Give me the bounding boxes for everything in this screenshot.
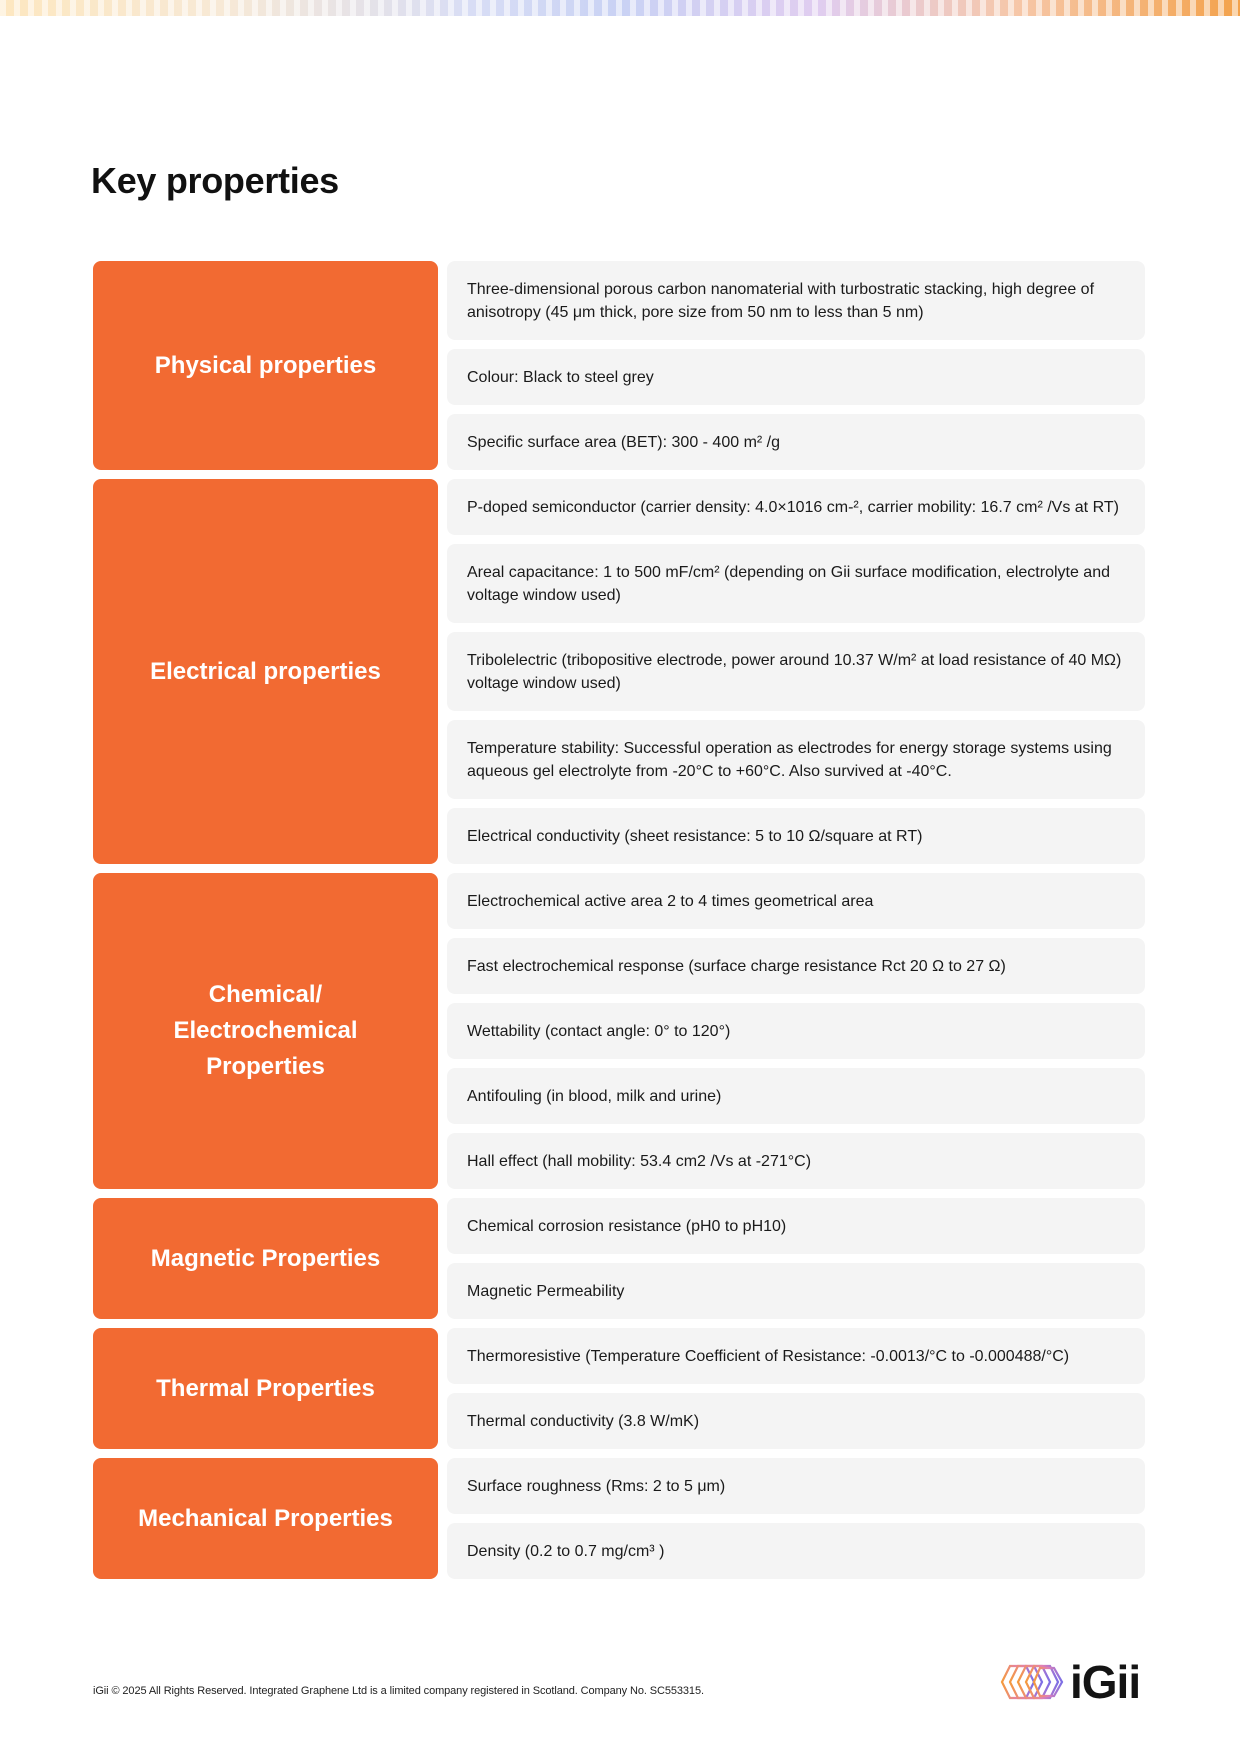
category-label: Thermal Properties [156,1374,375,1402]
property-row: Fast electrochemical response (surface charge resistance Rct 20 Ω to 27 Ω) [447,938,1145,994]
category-cell [93,1458,438,1579]
property-row: Temperature stability: Successful operation as electrodes for energy storage systems using aqueous gel electrolyte from -20°C to +60°C. Also survived at -40°C. [447,720,1145,799]
category-cell [93,479,438,864]
property-rows [447,261,1145,470]
decorative-top-strip [0,0,1240,16]
property-row: Hall effect (hall mobility: 53.4 cm2 /Vs at -271°C) [447,1133,1145,1189]
property-rows [447,479,1145,864]
property-group-thermal [93,1328,1145,1449]
category-label: Physical properties [154,351,377,379]
page-title: Key properties [91,160,339,201]
igii-logo [1000,1656,1146,1708]
property-group-magnetic [93,1198,1145,1319]
category-label: Electrical properties [150,657,381,685]
property-row: Chemical corrosion resistance (pH0 to pH10) [447,1198,1145,1254]
category-label: Magnetic Properties [150,1244,381,1272]
property-group-mechanical [93,1458,1145,1579]
property-row: Colour: Black to steel grey [447,349,1145,405]
property-row: Tribolelectric (tribopositive electrode, power around 10.37 W/m² at load resistance of 40 MΩ) voltage window used) [447,632,1145,711]
properties-table [93,261,1145,1588]
property-row: Thermoresistive (Temperature Coefficient of Resistance: -0.0013/°C to -0.000488/°C) [447,1328,1145,1384]
property-row: P-doped semiconductor (carrier density: 4.0×1016 cm-², carrier mobility: 16.7 cm² /Vs at RT) [447,479,1145,535]
property-row: Electrical conductivity (sheet resistance: 5 to 10 Ω/square at RT) [447,808,1145,864]
category-cell [93,261,438,470]
property-group-physical [93,261,1145,470]
category-cell [93,1328,438,1449]
category-label: Mechanical Properties [138,1504,393,1532]
category-label: Chemical/ Electrochemical Properties [173,981,358,1080]
property-group-electrical [93,479,1145,864]
property-row: Magnetic Permeability [447,1263,1145,1319]
property-row: Specific surface area (BET): 300 - 400 m² /g [447,414,1145,470]
property-row: Areal capacitance: 1 to 500 mF/cm² (depending on Gii surface modification, electrolyte and voltage window used) [447,544,1145,623]
property-rows [447,1458,1145,1579]
property-row: Antifouling (in blood, milk and urine) [447,1068,1145,1124]
property-rows [447,873,1145,1189]
category-cell [93,873,438,1189]
property-rows [447,1328,1145,1449]
property-group-chemical [93,873,1145,1189]
logo-wordmark: iGii [1070,1656,1141,1708]
property-row: Wettability (contact angle: 0° to 120°) [447,1003,1145,1059]
property-row: Thermal conductivity (3.8 W/mK) [447,1393,1145,1449]
category-cell [93,1198,438,1319]
property-row: Electrochemical active area 2 to 4 times geometrical area [447,873,1145,929]
property-row: Three-dimensional porous carbon nanomaterial with turbostratic stacking, high degree of anisotropy (45 μm thick, pore size from 50 nm to less than 5 nm) [447,261,1145,340]
footer-copyright: iGii © 2025 All Rights Reserved. Integrated Graphene Ltd is a limited company registered in Scotland. Company No. SC553315. [93,1685,704,1697]
property-rows [447,1198,1145,1319]
hexagon-logo-icon [1000,1662,1066,1702]
property-row: Density (0.2 to 0.7 mg/cm³ ) [447,1523,1145,1579]
property-row: Surface roughness (Rms: 2 to 5 μm) [447,1458,1145,1514]
